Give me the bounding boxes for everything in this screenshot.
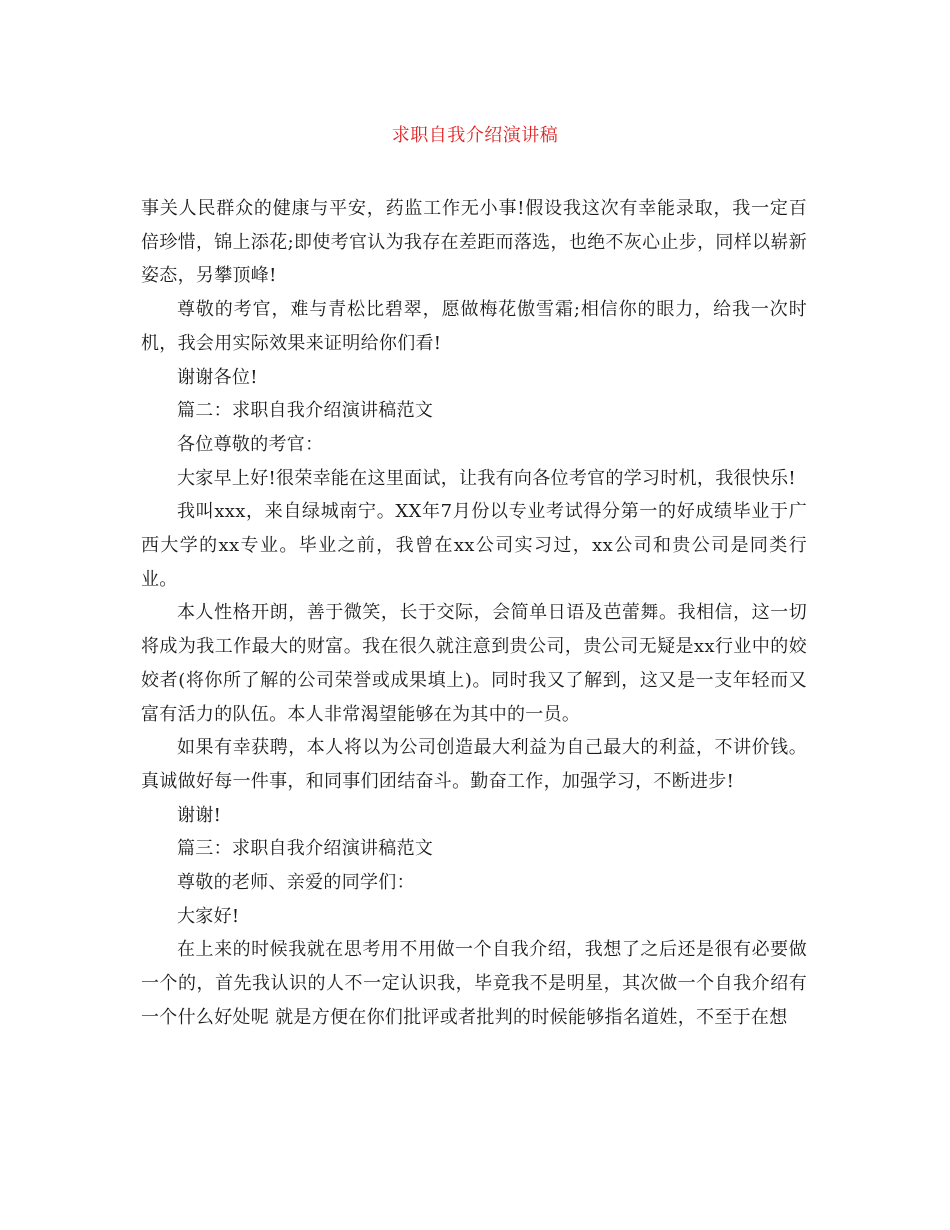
paragraph: 我叫xxx，来自绿城南宁。XX年7月份以专业考试得分第一的好成绩毕业于广西大学的xx专业。毕业之前，我曾在xx公司实习过，xx公司和贵公司是同类行业。 xyxy=(141,501,807,590)
section-heading: 篇二：求职自我介绍演讲稿范文 xyxy=(177,400,434,422)
paragraph: 在上来的时候我就在思考用不用做一个自我介绍，我想了之后还是很有必要做一个的，首先我认识的人不一定认识我，毕竟我不是明星，其次做一个自我介绍有一个什么好处呢 就是方便在你们批评或者批判的时候能够指名道姓，不至于在想 xyxy=(141,939,807,1028)
salutation: 尊敬的老师、亲爱的同学们： xyxy=(177,872,415,894)
paragraph: 事关人民群众的健康与平安，药监工作无小事!假设我这次有幸能录取，我一定百倍珍惜，锦上添花;即使考官认为我存在差距而落选，也绝不灰心止步，同样以崭新姿态，另攀顶峰! xyxy=(141,198,807,287)
paragraph: 谢谢各位! xyxy=(177,366,258,388)
salutation: 各位尊敬的考官： xyxy=(177,433,324,455)
section-heading: 篇三：求职自我介绍演讲稿范文 xyxy=(177,838,434,860)
paragraph: 尊敬的考官，难与青松比碧翠，愿做梅花傲雪霜;相信你的眼力，给我一次时机，我会用实际效果来证明给你们看! xyxy=(141,299,807,354)
document-title: 求职自我介绍演讲稿 xyxy=(391,125,559,146)
paragraph: 大家早上好!很荣幸能在这里面试，让我有向各位考官的学习时机，我很快乐! xyxy=(177,467,796,489)
paragraph: 谢谢! xyxy=(177,804,222,826)
paragraph: 本人性格开朗，善于微笑，长于交际，会简单日语及芭蕾舞。我相信，这一切将成为我工作最大的财富。我在很久就注意到贵公司，贵公司无疑是xx行业中的姣姣者(将你所了解的公司荣誉或成果填上)。同时我又了解到，这又是一支年轻而又富有活力的队伍。本人非常渴望能够在为其中的一员。 xyxy=(141,602,807,725)
paragraph: 大家好! xyxy=(177,905,240,927)
paragraph: 如果有幸获聘，本人将以为公司创造最大利益为自己最大的利益，不讲价钱。真诚做好每一件事，和同事们团结奋斗。勤奋工作，加强学习，不断进步! xyxy=(141,737,807,792)
document-body xyxy=(141,192,807,1035)
